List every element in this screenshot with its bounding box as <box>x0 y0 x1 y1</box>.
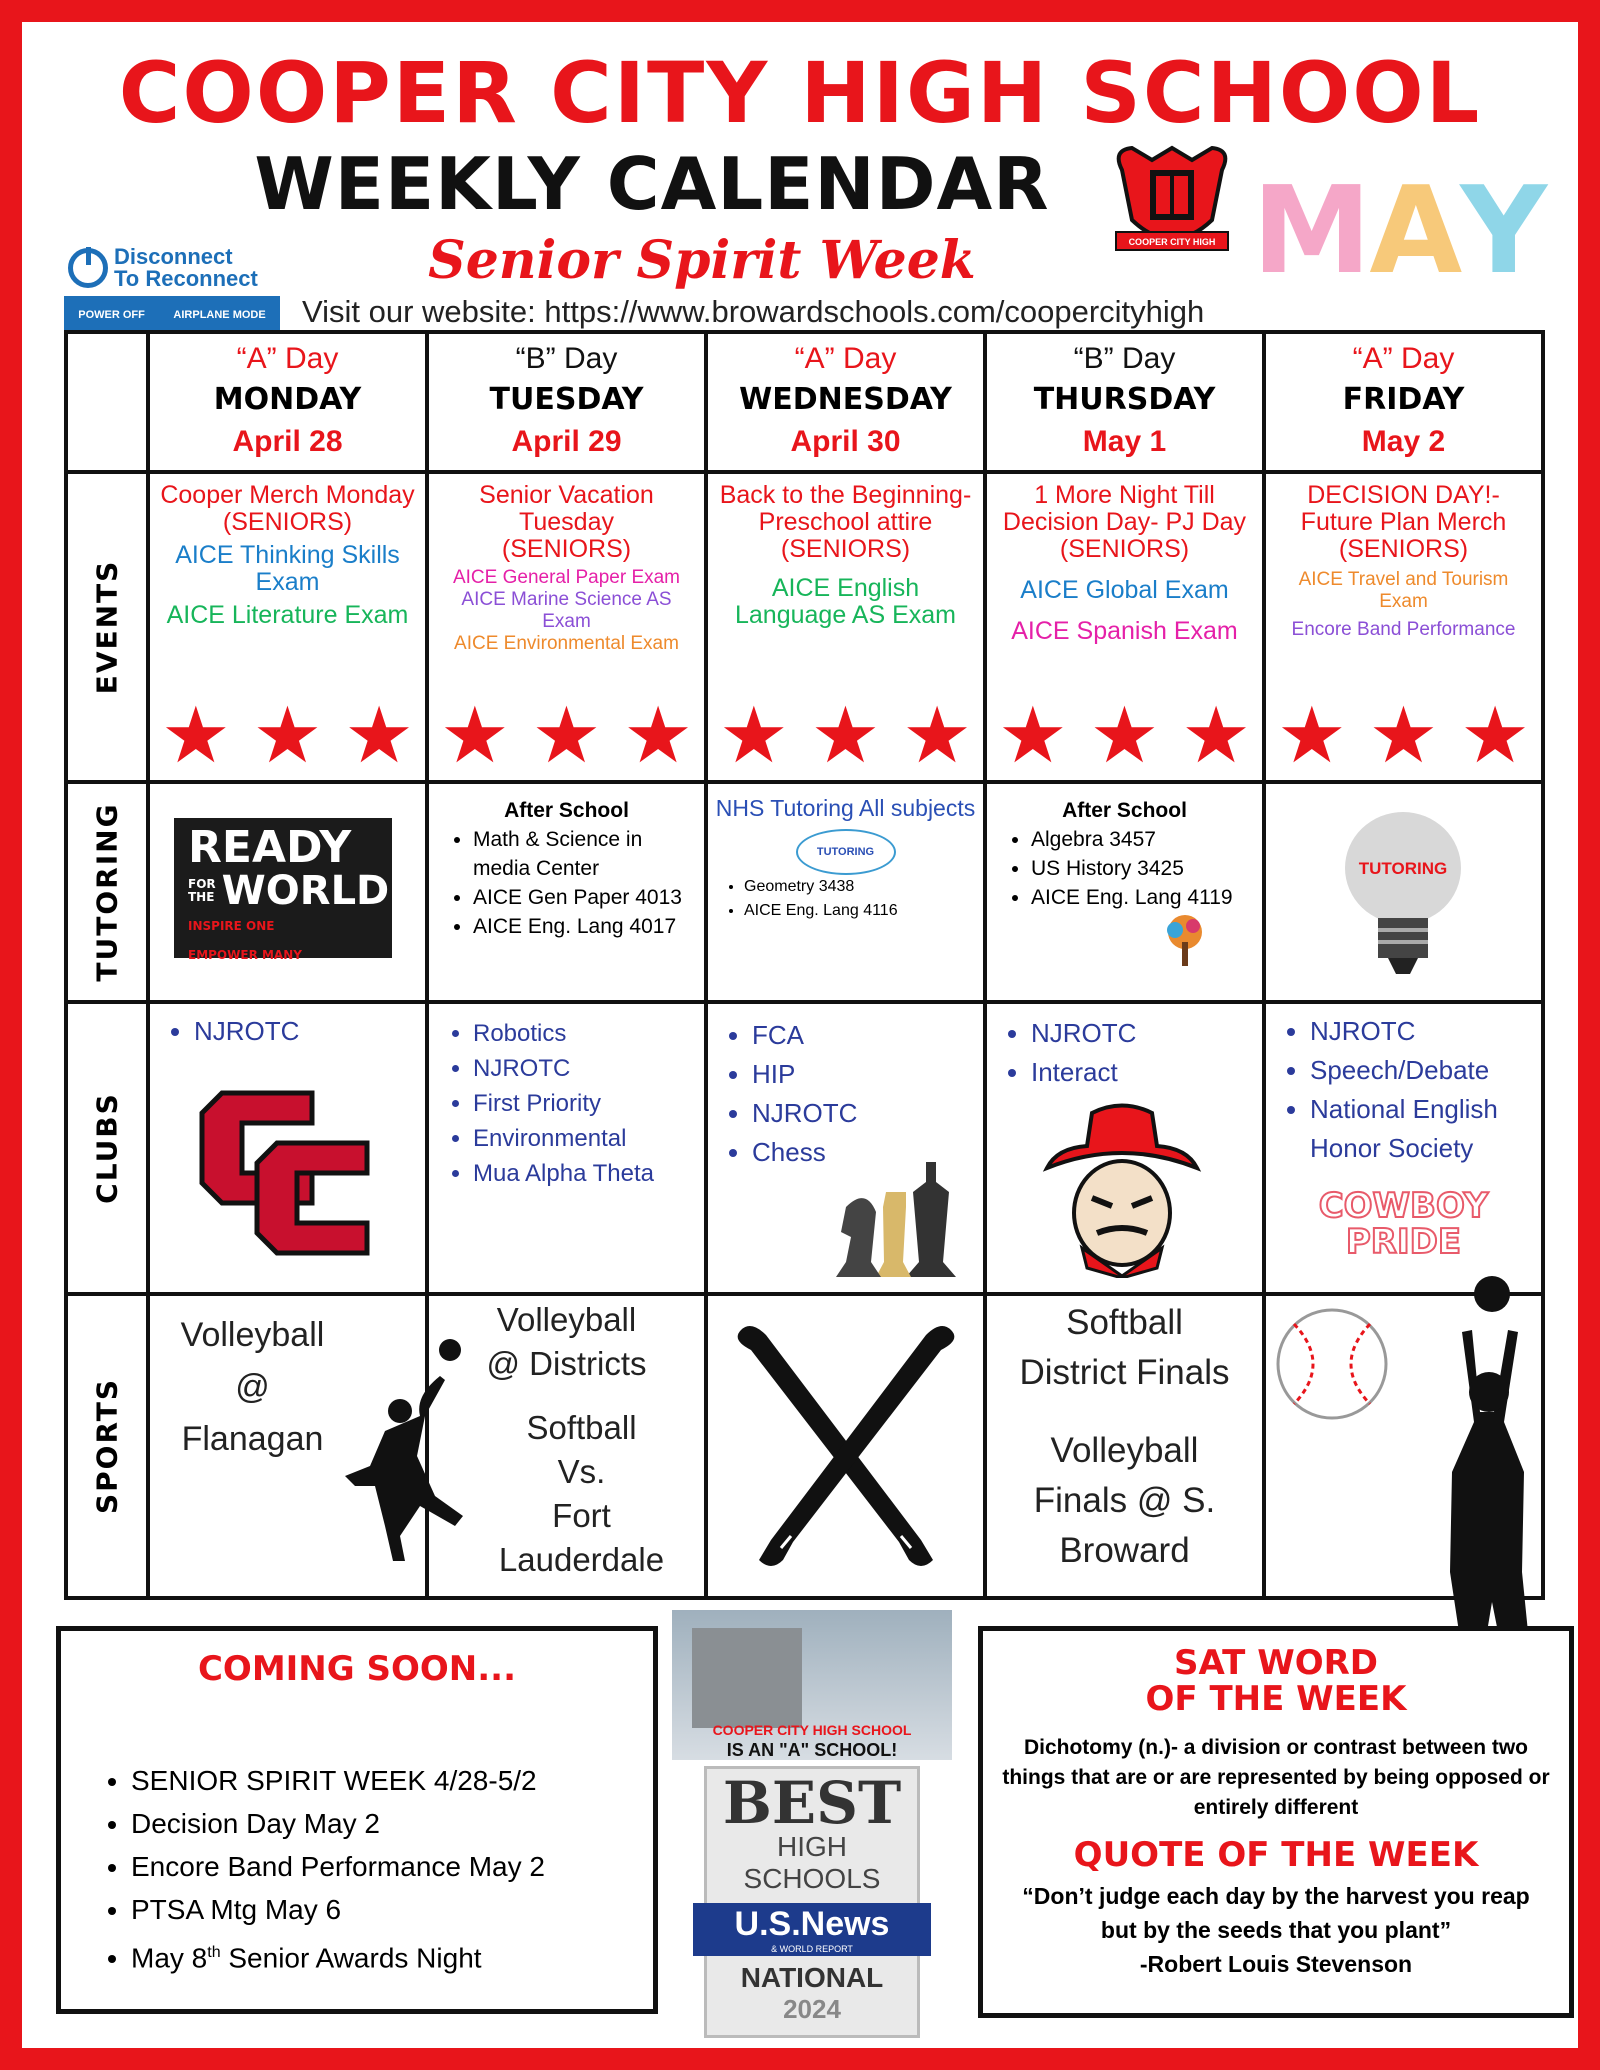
sat-word-heading: SAT WORD OF THE WEEK <box>1145 1643 1407 1719</box>
tutoring-monday <box>148 782 427 1002</box>
cowboy-pride-text: COWBOY PRIDE <box>1318 1186 1489 1262</box>
stars-decoration: ★ ★ ★ <box>997 691 1252 779</box>
cc-logo <box>182 1063 392 1263</box>
crest-text: COOPER CITY HIGH <box>1128 237 1216 247</box>
ready-for-the-world-logo: READY FOR THE WORLD INSPIRE ONE EMPOWER MANY <box>174 818 392 958</box>
coming-soon-list <box>61 1759 653 1979</box>
clubs-friday: • NJROTC • Speech/Debate • National English Honor Society COWBOY PRIDE <box>1264 1002 1543 1294</box>
spirit-week-subtitle: Senior Spirit Week <box>428 230 976 291</box>
tutoring-tuesday: After School • Math & Science in media Center • AICE Gen Paper 4013 • AICE Eng. Lang 4017 <box>427 782 706 1002</box>
dtr-airplane-label: AIRPLANE MODE <box>173 309 266 321</box>
events-row <box>66 472 1543 782</box>
may-letter-a: A <box>1369 162 1461 301</box>
events-thursday: 1 More Night Till Decision Day- PJ Day (SENIORS) AICE Global Exam AICE Spanish Exam ★ ★ ★ <box>985 472 1264 782</box>
cowboy-mascot-icon <box>1037 1098 1207 1278</box>
list-item: • Decision Day May 2 <box>131 1802 653 1845</box>
may-letter-m: M <box>1252 162 1370 301</box>
best-high-schools-badge: COOPER CITY HIGH SCHOOL IS AN "A" SCHOOL! BEST HIGH SCHOOLS U.S.News & WORLD REPORT NATIONAL 2024 <box>662 1610 962 2000</box>
sat-word-definition: Dichotomy (n.)- a division or contrast between two things that are or are represented by being opposed or entirely different <box>1002 1736 1550 1819</box>
quote-author: -Robert Louis Stevenson <box>1139 1951 1413 1977</box>
disconnect-to-reconnect-logo <box>64 240 280 340</box>
coming-soon-box <box>56 1626 658 2014</box>
baseball-icon <box>1272 1304 1392 1424</box>
calendar-title: WEEKLY CALENDAR <box>254 142 1050 226</box>
sports-row-label: SPORTS <box>66 1294 148 1598</box>
clubs-wednesday: • FCA • HIP • NJROTC • Chess <box>706 1002 985 1294</box>
clubs-monday: • NJROTC <box>148 1002 427 1294</box>
events-row-label: EVENTS <box>66 472 148 782</box>
day-header-wednesday: “A” Day WEDNESDAY April 30 <box>706 332 985 472</box>
events-monday: Cooper Merch Monday (SENIORS) AICE Thinking Skills Exam AICE Literature Exam ★ ★ ★ <box>148 472 427 782</box>
sports-wednesday <box>706 1294 985 1598</box>
stars-decoration: ★ ★ ★ <box>439 691 694 779</box>
school-title: COOPER CITY HIGH SCHOOL <box>118 44 1482 142</box>
tutoring-wednesday: NHS Tutoring All subjects TUTORING • Geometry 3438 • AICE Eng. Lang 4116 <box>706 782 985 1002</box>
sat-word-box <box>978 1626 1574 2018</box>
sports-thursday: Softball District Finals Volleyball Finals @ S. Broward <box>985 1294 1264 1598</box>
tree-icon <box>1157 912 1213 968</box>
list-item: • SENIOR SPIRIT WEEK 4/28-5/2 <box>131 1759 653 1802</box>
svg-text:TUTORING: TUTORING <box>1358 859 1448 878</box>
tutoring-friday <box>1264 782 1543 1002</box>
clubs-row <box>66 1002 1543 1294</box>
may-letter-y: Y <box>1460 162 1546 301</box>
day-header-row <box>66 332 1543 472</box>
tutoring-logo-icon: TUTORING <box>796 829 896 875</box>
clubs-thursday: • NJROTC • Interact <box>985 1002 1264 1294</box>
power-icon <box>68 248 108 288</box>
chess-pieces-icon <box>831 1152 971 1282</box>
dtr-power-label: POWER OFF <box>78 309 145 321</box>
list-item: • May 8th Senior Awards Night <box>131 1931 653 1979</box>
events-wednesday: Back to the Beginning- Preschool attire (SENIORS) AICE English Language AS Exam ★ ★ ★ <box>706 472 985 782</box>
corner-cell <box>66 332 148 472</box>
tutoring-row-label: TUTORING <box>66 782 148 1002</box>
crossed-bats-icon <box>721 1310 971 1580</box>
day-header-friday: “A” Day FRIDAY May 2 <box>1264 332 1543 472</box>
events-friday: DECISION DAY!- Future Plan Merch (SENIORS) AICE Travel and Tourism Exam Encore Band Performance ★ ★ ★ <box>1264 472 1543 782</box>
sports-row <box>66 1294 1543 1598</box>
quote-heading: QUOTE OF THE WEEK <box>1073 1835 1479 1875</box>
day-header-thursday: “B” Day THURSDAY May 1 <box>985 332 1264 472</box>
events-tuesday: Senior Vacation Tuesday (SENIORS) AICE General Paper Exam AICE Marine Science AS Exam AICE Environmental Exam ★ ★ ★ <box>427 472 706 782</box>
month-label <box>1252 162 1545 301</box>
website-link[interactable]: Visit our website: https://www.browardschools.com/coopercityhigh <box>302 294 1205 329</box>
list-item: • Encore Band Performance May 2 <box>131 1845 653 1888</box>
dtr-line1: Disconnect <box>114 244 233 269</box>
sports-monday: Volleyball @ Flanagan <box>148 1294 427 1598</box>
day-header-tuesday: “B” Day TUESDAY April 29 <box>427 332 706 472</box>
quote-text: “Don’t judge each day by the harvest you reap but by the seeds that you plant” <box>1022 1883 1530 1943</box>
clubs-tuesday: • Robotics • NJROTC • First Priority • Environmental • Mua Alpha Theta <box>427 1002 706 1294</box>
day-header-monday: “A” Day MONDAY April 28 <box>148 332 427 472</box>
calendar-page <box>22 22 1578 2048</box>
dtr-line2: To Reconnect <box>114 266 258 291</box>
school-crest-logo <box>1102 140 1242 260</box>
stars-decoration: ★ ★ ★ <box>160 691 415 779</box>
weekly-calendar-table <box>64 330 1545 1600</box>
clubs-row-label: CLUBS <box>66 1002 148 1294</box>
lightbulb-icon <box>1338 808 1468 978</box>
sports-tuesday: Volleyball @ Districts Softball Vs. Fort Lauderdale <box>427 1294 706 1598</box>
tutoring-thursday: After School • Algebra 3457 • US History 3425 • AICE Eng. Lang 4119 <box>985 782 1264 1002</box>
stars-decoration: ★ ★ ★ <box>718 691 973 779</box>
stars-decoration: ★ ★ ★ <box>1276 691 1531 779</box>
list-item: • PTSA Mtg May 6 <box>131 1888 653 1931</box>
tutoring-row <box>66 782 1543 1002</box>
coming-soon-heading: COMING SOON... <box>197 1649 517 1689</box>
